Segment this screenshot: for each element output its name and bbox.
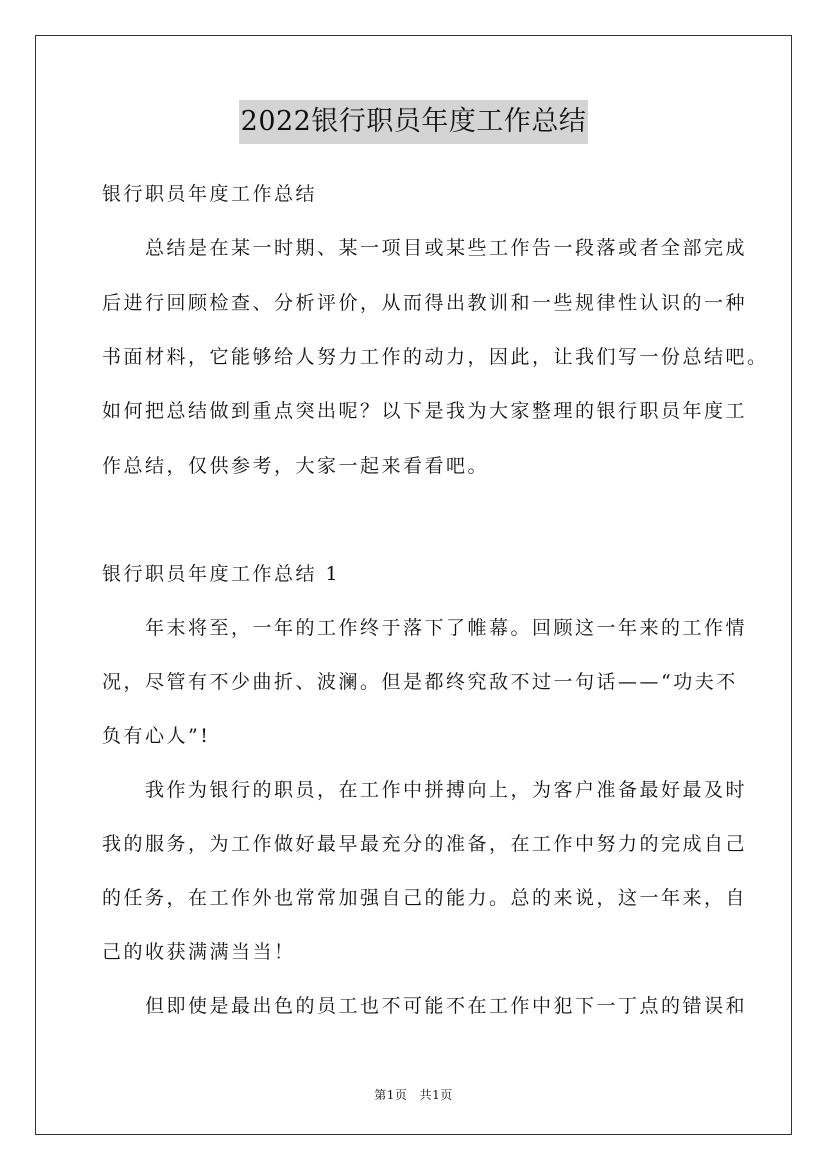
paragraph-line: 后进行回顾检查、分析评价，从而得出教训和一些规律性认识的一种 bbox=[102, 292, 748, 314]
page-footer bbox=[0, 1086, 827, 1103]
paragraph-line: 总结是在某一时期、某一项目或某些工作告一段落或者全部完成 bbox=[145, 237, 748, 259]
section-heading: 银行职员年度工作总结 bbox=[102, 183, 318, 205]
paragraph-line: 的任务，在工作外也常常加强自己的能力。总的来说，这一年来，自 bbox=[102, 887, 748, 909]
paragraph-line: 年末将至，一年的工作终于落下了帷幕。回顾这一年来的工作情 bbox=[145, 617, 748, 639]
paragraph-line: 况，尽管有不少曲折、波澜。但是都终究敌不过一句话——“功夫不 bbox=[102, 671, 738, 693]
page-number: 第1页 bbox=[374, 1088, 408, 1102]
document-title: 2022银行职员年度工作总结 bbox=[239, 100, 589, 144]
title-container bbox=[0, 100, 827, 144]
paragraph-line: 但即使是最出色的员工也不可能不在工作中犯下一丁点的错误和 bbox=[145, 995, 748, 1017]
paragraph-line: 我的服务，为工作做好最早最充分的准备，在工作中努力的完成自己 bbox=[102, 833, 748, 855]
page-total: 共1页 bbox=[419, 1088, 453, 1102]
paragraph-line: 负有心人”! bbox=[102, 725, 211, 747]
section-heading: 银行职员年度工作总结 1 bbox=[102, 563, 341, 585]
paragraph-line: 己的收获满满当当！ bbox=[102, 941, 296, 963]
paragraph-line: 如何把总结做到重点突出呢？以下是我为大家整理的银行职员年度工 bbox=[102, 400, 748, 422]
paragraph-line: 书面材料，它能够给人努力工作的动力，因此，让我们写一份总结吧。 bbox=[102, 346, 769, 368]
paragraph-line: 作总结，仅供参考，大家一起来看看吧。 bbox=[102, 455, 490, 477]
paragraph-line: 我作为银行的职员，在工作中拼搏向上，为客户准备最好最及时 bbox=[145, 779, 748, 801]
